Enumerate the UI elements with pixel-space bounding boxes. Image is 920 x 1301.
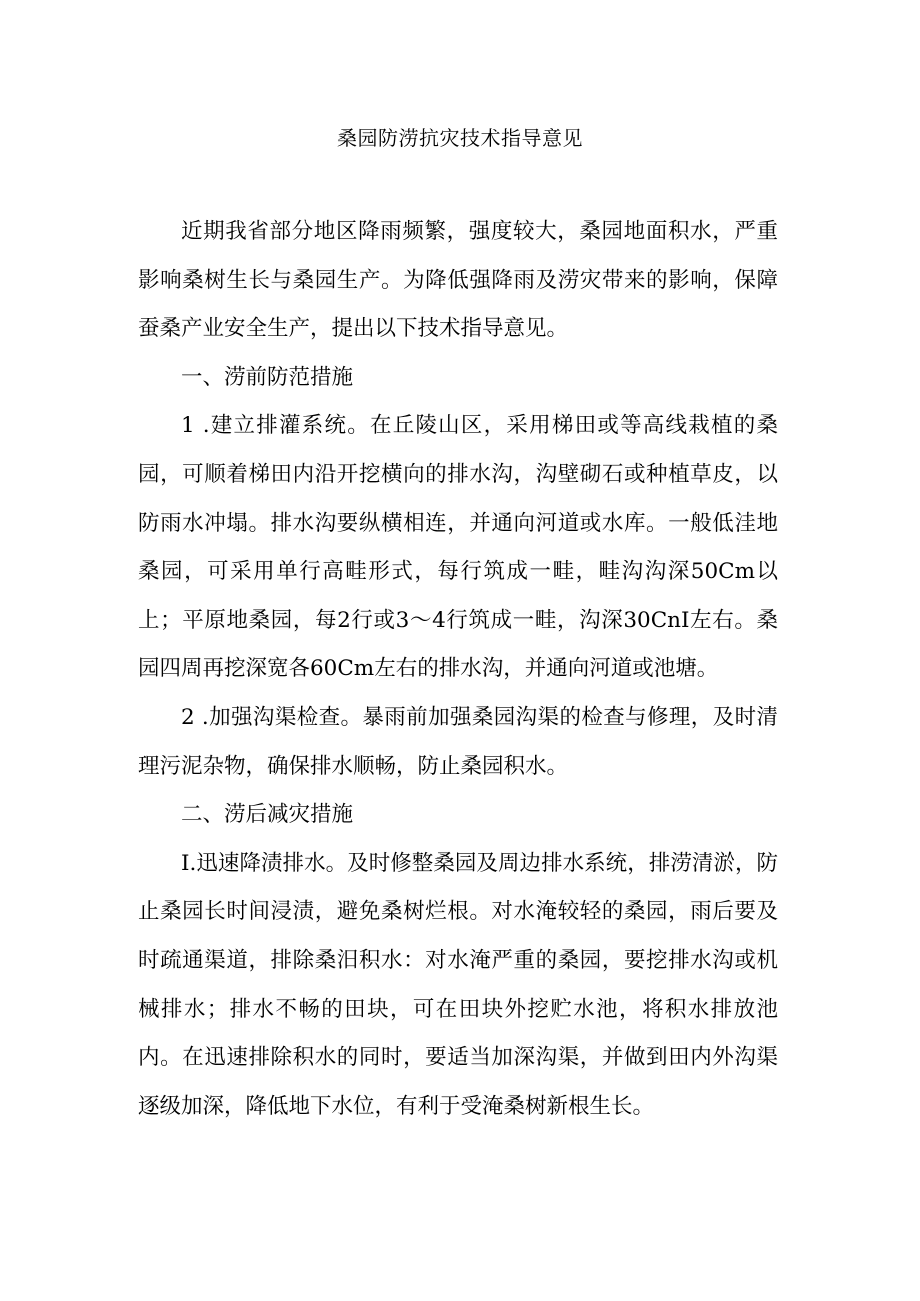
section-heading-post-flood: 二、涝后减灾措施 [181,802,354,828]
section-heading-pre-flood: 一、涝前防范措施 [181,364,354,390]
intro-paragraph: 近期我省部分地区降雨频繁，强度较大，桑园地面积水，严重影响桑树生长与桑园生产。为降低强降雨及涝灾带来的影响，保障蚕桑产业安全生产，提出以下技术指导意见。 [138,219,778,342]
paragraph-channel-inspection: 2 .加强沟渠检查。暴雨前加强桑园沟渠的检查与修理，及时清理污泥杂物，确保排水顺畅，防止桑园积水。 [138,704,778,779]
paragraph-drainage-system: 1 .建立排灌系统。在丘陵山区，采用梯田或等高线栽植的桑园，可顺着梯田内沿开挖横向的排水沟，沟壁砌石或种植草皮，以防雨水冲塌。排水沟要纵横相连，并通向河道或水库。一般低洼地桑园，可采用单行高畦形式，每行筑成一畦，畦沟沟深50Cm以上；平原地桑园，每2行或3～4行筑成一畦，沟深30CnI左右。桑园四周再挖深宽各60Cm左右的排水沟，并通向河道或池塘。 [138,413,778,682]
document-title: 桑园防涝抗灾技术指导意见 [337,126,583,150]
document-body [138,208,778,1131]
paragraph-rapid-drainage: I.迅速降渍排水。及时修整桑园及周边排水系统，排涝清淤，防止桑园长时间浸渍，避免桑树烂根。对水淹较轻的桑园，雨后要及时疏通渠道，排除桑汨积水：对水淹严重的桑园，要挖排水沟或机械排水；排水不畅的田块，可在田块外挖贮水池，将积水排放池内。在迅速排除积水的同时，要适当加深沟渠，并做到田内外沟渠逐级加深，降低地下水位，有利于受淹桑树新根生长。 [138,850,778,1119]
